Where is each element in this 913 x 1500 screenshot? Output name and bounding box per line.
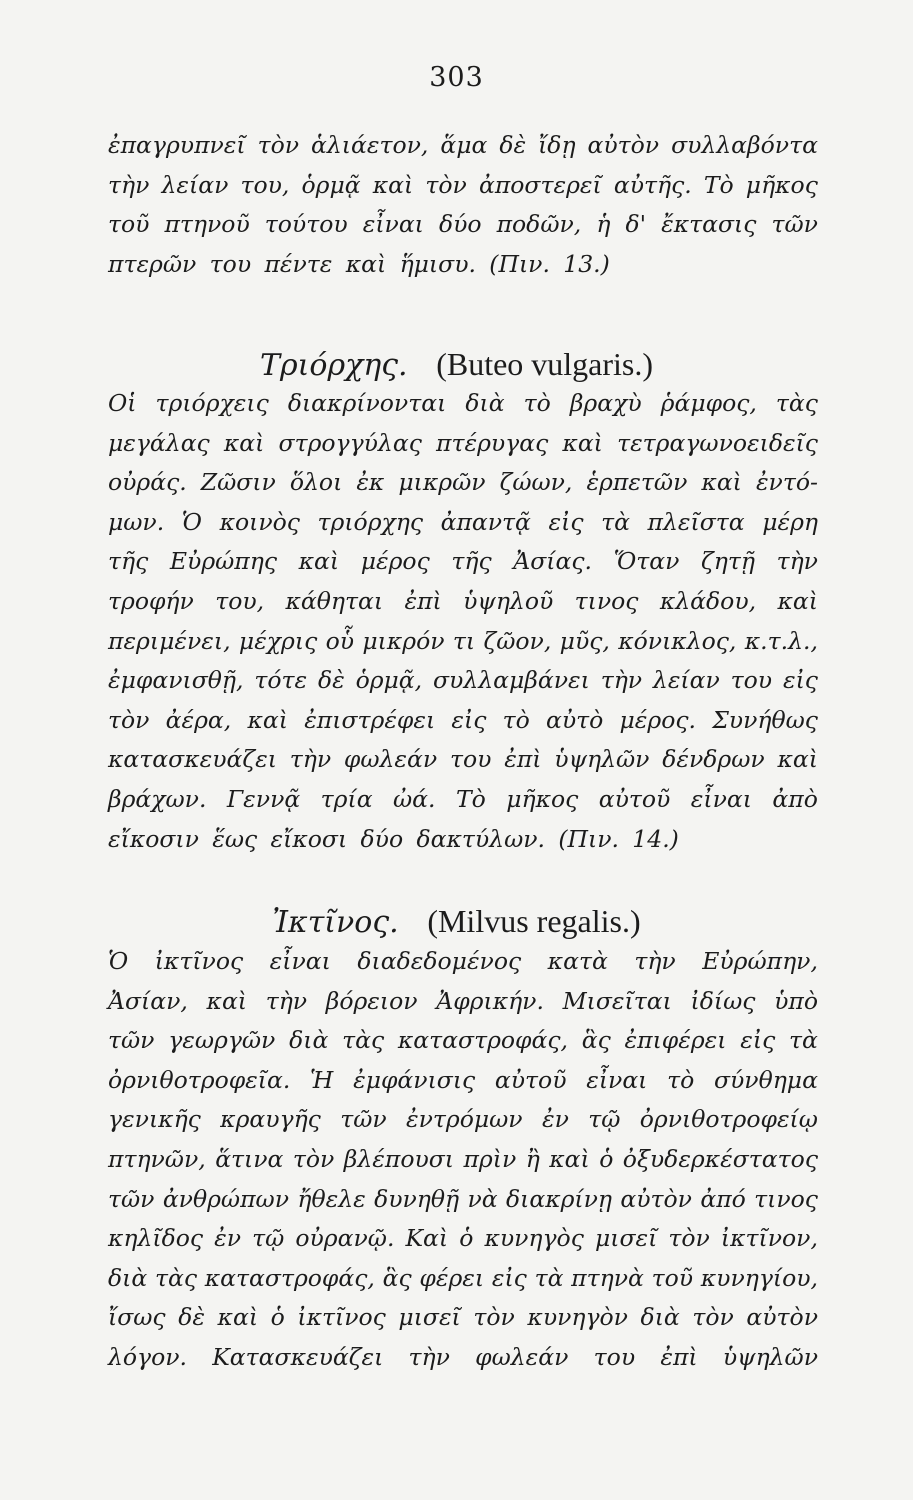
- text-line: τροφήν του, κάθηται ἐπὶ ὑψηλοῦ τινος κλάδου, καὶ: [108, 586, 818, 615]
- text-line: γενικῆς κραυγῆς τῶν ἐντρόμων ἐν τῷ ὀρνιθοτροφείῳ: [108, 1105, 818, 1134]
- text-line: τῶν γεωργῶν διὰ τὰς καταστροφάς, ἃς ἐπιφέρει εἰς τὰ: [108, 1026, 818, 1055]
- section-heading-buteo: [0, 346, 913, 383]
- text-line: περιμένει, μέχρις οὗ μικρόν τι ζῶον, μῦς, κόνικλος, κ.τ.λ.,: [108, 626, 818, 655]
- text-line: ὀρνιθοτροφεῖα. Ἡ ἐμφάνισις αὐτοῦ εἶναι τὸ σύνθημα: [108, 1065, 818, 1094]
- text-line: μων. Ὁ κοινὸς τριόρχης ἀπαντᾷ εἰς τὰ πλεῖστα μέρη: [108, 507, 818, 536]
- text-line: διὰ τὰς καταστροφάς, ἃς φέρει εἰς τὰ πτηνὰ τοῦ κυνηγίου,: [108, 1263, 818, 1292]
- text-line: πτηνῶν, ἅτινα τὸν βλέπουσι πρὶν ἢ καὶ ὁ ὀξυδερκέστατος: [108, 1144, 818, 1173]
- heading-latin-name: (Buteo vulgaris.): [436, 346, 654, 382]
- text-line: ἐπαγρυπνεῖ τὸν ἁλιάετον, ἅμα δὲ ἴδῃ αὐτὸν συλλαβόντα: [108, 131, 818, 159]
- text-line: λόγον. Κατασκευάζει τὴν φωλεάν του ἐπὶ ὑψηλῶν: [108, 1342, 818, 1371]
- text-line: ἴσως δὲ καὶ ὁ ἰκτῖνος μισεῖ τὸν κυνηγὸν διὰ τὸν αὐτὸν: [108, 1303, 818, 1332]
- text-line: εἴκοσιν ἕως εἴκοσι δύο δακτύλων. (Πιν. 14.): [108, 824, 679, 853]
- text-line: τὸν ἀέρα, καὶ ἐπιστρέφει εἰς τὸ αὐτὸ μέρος. Συνήθως: [108, 705, 818, 734]
- page-number: 303: [429, 62, 484, 93]
- milvus-paragraph: [108, 942, 818, 1378]
- text-line: Ἀσίαν, καὶ τὴν βόρειον Ἀφρικήν. Μισεῖται ἰδίως ὑπὸ: [108, 986, 818, 1015]
- text-line: τὴν λείαν του, ὁρμᾷ καὶ τὸν ἀποστερεῖ αὐτῆς. Τὸ μῆκος: [108, 170, 818, 199]
- text-line: βράχων. Γεννᾷ τρία ὠά. Τὸ μῆκος αὐτοῦ εἶναι ἀπὸ: [108, 784, 818, 813]
- text-line: τῶν ἀνθρώπων ἤθελε δυνηθῇ νὰ διακρίνῃ αὐτὸν ἀπό τινος: [108, 1184, 818, 1213]
- section-heading-milvus: [0, 903, 913, 940]
- heading-latin-name: (Milvus regalis.): [427, 903, 641, 939]
- text-line: ἐμφανισθῇ, τότε δὲ ὁρμᾷ, συλλαμβάνει τὴν λείαν του εἰς: [108, 666, 818, 695]
- heading-greek-name: Τριόρχης.: [259, 348, 408, 383]
- text-line: τῆς Εὐρώπης καὶ μέρος τῆς Ἀσίας. Ὅταν ζητῇ τὴν: [108, 547, 818, 576]
- text-line: κατασκευάζει τὴν φωλεάν του ἐπὶ ὑψηλῶν δένδρων καὶ: [108, 745, 818, 774]
- text-line: οὐράς. Ζῶσιν ὅλοι ἐκ μικρῶν ζώων, ἑρπετῶν καὶ ἐντό-: [108, 468, 818, 497]
- buteo-paragraph: [108, 384, 818, 859]
- text-line: μεγάλας καὶ στρογγύλας πτέρυγας καὶ τετραγωνοειδεῖς: [108, 428, 818, 457]
- text-line: κηλῖδος ἐν τῷ οὐρανῷ. Καὶ ὁ κυνηγὸς μισεῖ τὸν ἰκτῖνον,: [108, 1224, 818, 1253]
- text-line: Ὁ ἰκτῖνος εἶναι διαδεδομένος κατὰ τὴν Εὐρώπην,: [108, 947, 818, 975]
- intro-paragraph: [108, 126, 818, 284]
- text-line: πτερῶν του πέντε καὶ ἥμισυ. (Πιν. 13.): [108, 249, 610, 278]
- text-line: Οἱ τριόρχεις διακρίνονται διὰ τὸ βραχὺ ῥάμφος, τὰς: [108, 389, 818, 417]
- heading-greek-name: Ἰκτῖνος.: [272, 905, 399, 940]
- text-line: τοῦ πτηνοῦ τούτου εἶναι δύο ποδῶν, ἡ δ' ἔκτασις τῶν: [108, 210, 818, 239]
